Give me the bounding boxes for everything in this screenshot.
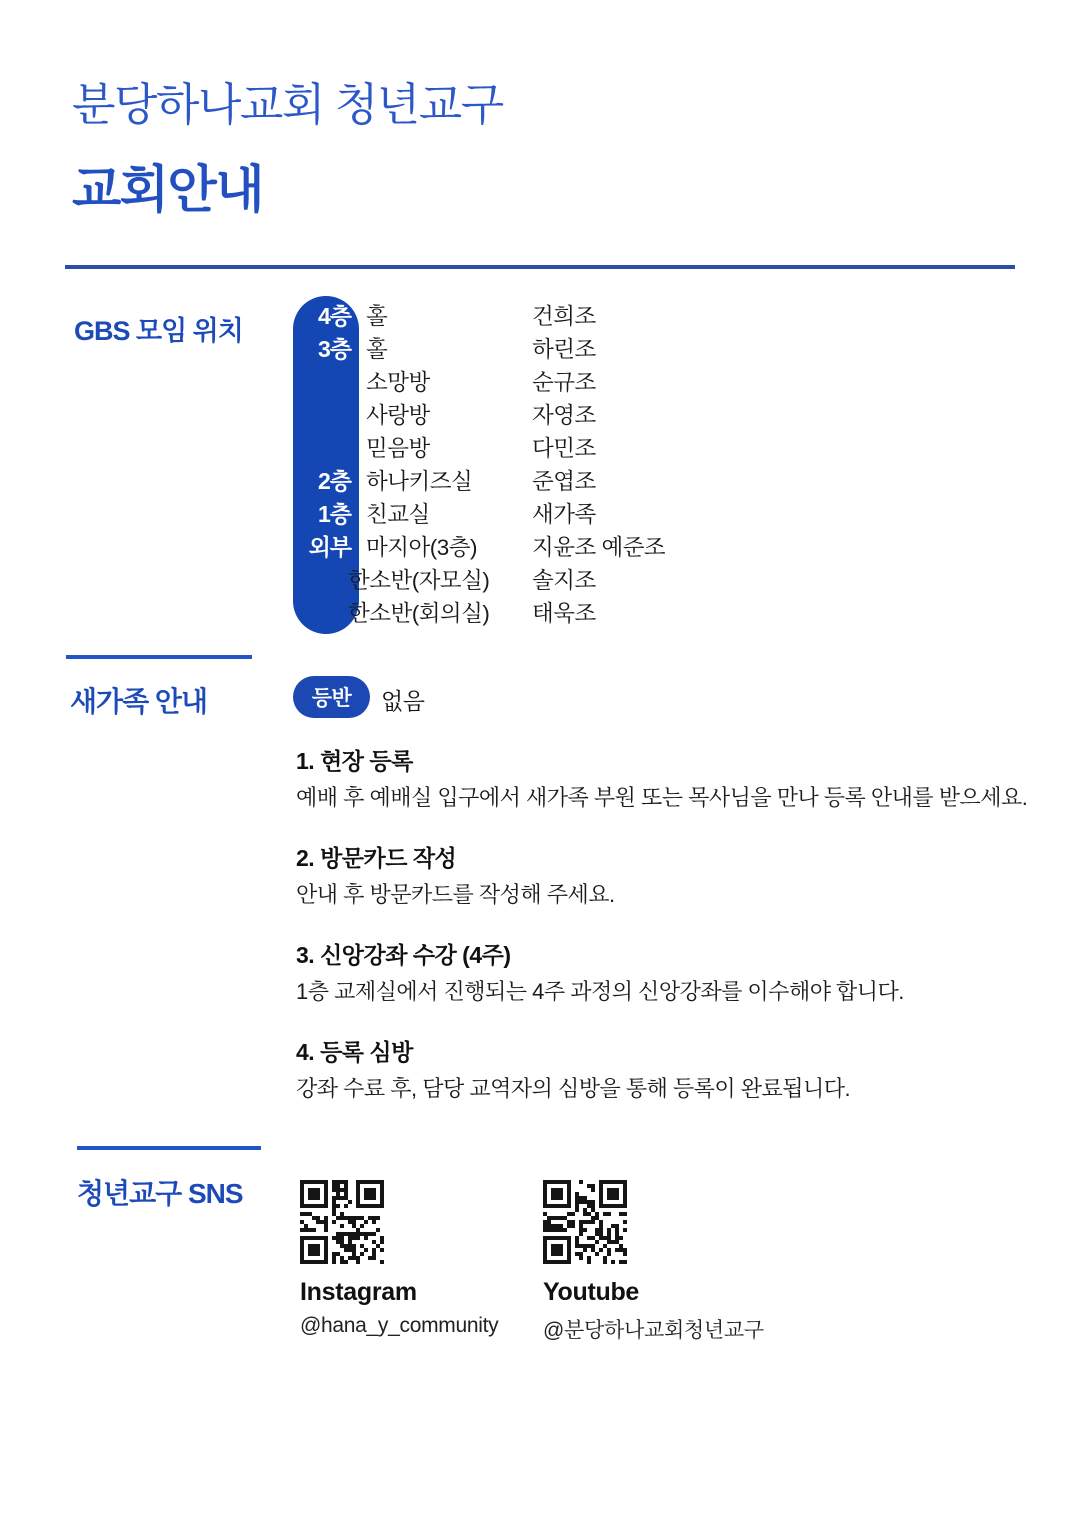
floor-label: 4층 [317,303,351,329]
table-row [293,531,893,564]
newcomer-section-label: 새가족 안내 [70,686,208,717]
header-divider [65,265,1015,269]
floor-label: 1층 [317,501,351,527]
sns-section-divider [77,1146,261,1150]
room-name: 한소반(자모실) [348,568,490,593]
gbs-section-label: GBS 모임 위치 [74,316,243,346]
step-title: 1. 현장 등록 [296,748,413,774]
step-title: 4. 등록 심방 [296,1039,413,1065]
step-body: 강좌 수료 후, 담당 교역자의 심방을 통해 등록이 완료됩니다. [296,1076,851,1101]
table-row [293,564,893,597]
group-name: 태욱조 [532,601,596,626]
platform-name: Instagram [300,1278,417,1306]
room-name: 한소반(회의실) [348,601,490,626]
group-name: 자영조 [532,403,596,428]
page-subtitle: 분당하나교회 청년교구 [72,79,503,130]
step-item [296,843,1040,910]
step-item [296,940,1040,1007]
room-name: 홀 [366,304,388,329]
platform-name: Youtube [543,1278,640,1306]
room-name: 하나키즈실 [366,469,473,494]
table-row [293,366,893,399]
newcomer-section-divider [66,655,252,659]
step-title: 2. 방문카드 작성 [296,845,457,871]
qr-code-youtube-icon [543,1180,627,1264]
group-name: 하린조 [532,337,596,362]
page-title: 교회안내 [72,161,264,218]
room-name: 믿음방 [366,436,430,461]
instagram-card [300,1180,540,1338]
step-title: 3. 신앙강좌 수강 (4주) [296,942,511,968]
group-name: 건희조 [532,304,596,329]
group-name: 솔지조 [532,568,596,593]
registration-steps [296,746,1040,1134]
room-name: 홀 [366,337,388,362]
table-row [293,465,893,498]
room-name: 소망방 [366,370,430,395]
floor-label: 3층 [317,336,351,362]
step-body: 예배 후 예배실 입구에서 새가족 부원 또는 목사님을 만나 등록 안내를 받으세요. [296,785,1028,810]
step-item [296,1037,1040,1104]
account-handle: @hana_y_community [300,1314,499,1337]
room-name: 마지아(3층) [366,535,477,560]
step-body: 1층 교제실에서 진행되는 4주 과정의 신앙강좌를 이수해야 합니다. [296,979,904,1004]
floor-label: 2층 [317,468,351,494]
table-row [293,432,893,465]
climbing-badge: 등반 [293,676,370,718]
table-row [293,300,893,333]
table-row [293,399,893,432]
room-name: 친교실 [366,502,430,527]
qr-code-instagram-icon [300,1180,384,1264]
table-row [293,498,893,531]
group-name: 지윤조 예준조 [532,535,666,560]
step-body: 안내 후 방문카드를 작성해 주세요. [296,882,615,907]
group-name: 새가족 [532,502,596,527]
climbing-badge-value: 없음 [381,688,425,714]
sns-section-label: 청년교구 SNS [77,1178,243,1209]
gbs-location-table [293,300,893,630]
youtube-card [543,1180,783,1344]
group-name: 준엽조 [532,469,596,494]
table-row [293,597,893,630]
account-handle: @분당하나교회청년교구 [543,1319,764,1342]
room-name: 사랑방 [366,403,430,428]
step-item [296,746,1040,813]
group-name: 순규조 [532,370,596,395]
floor-label: 외부 [308,534,351,560]
group-name: 다민조 [532,436,596,461]
table-row [293,333,893,366]
